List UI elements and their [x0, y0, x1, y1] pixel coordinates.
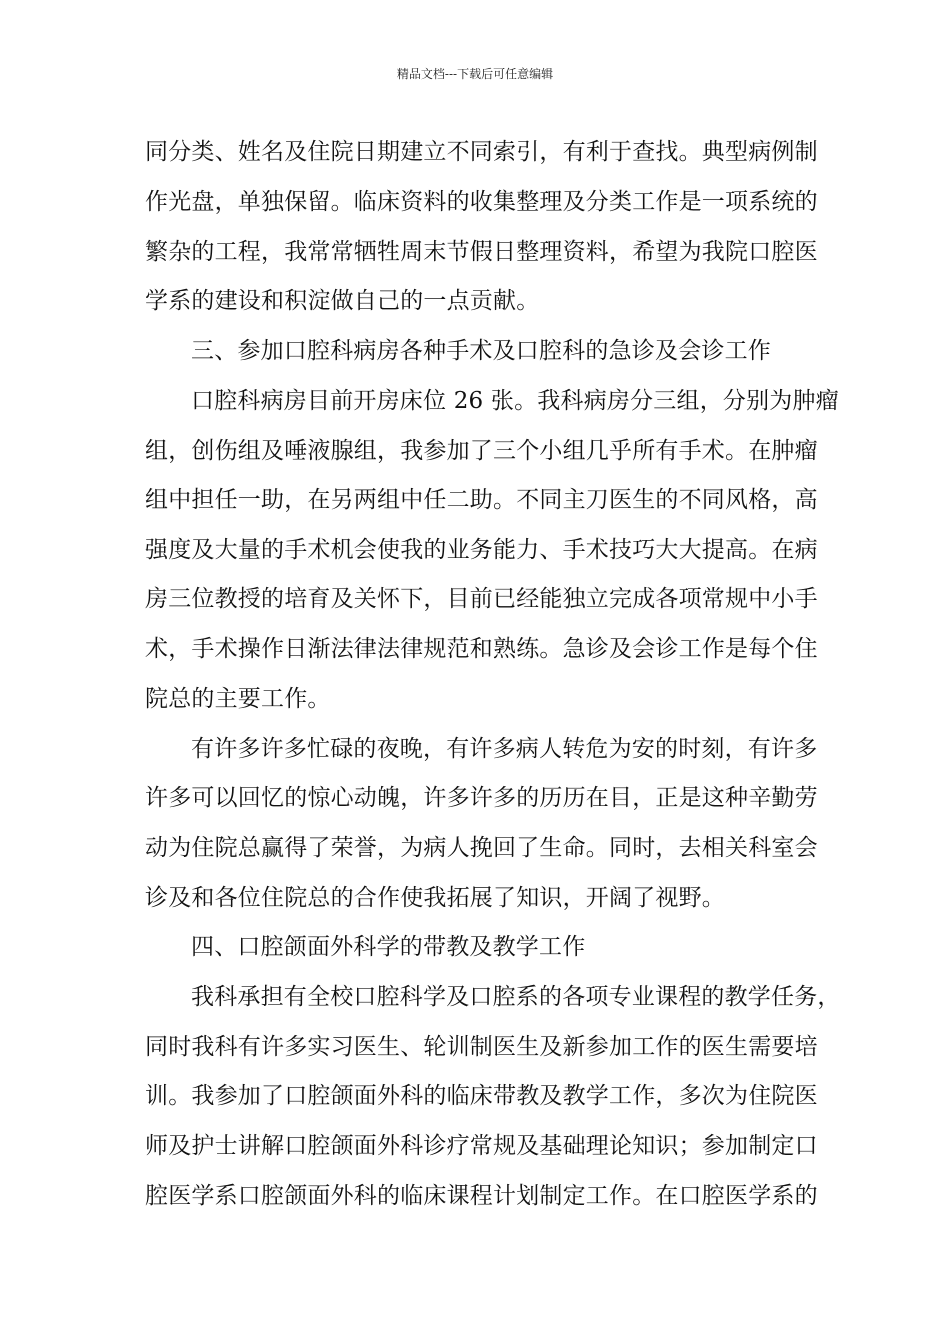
body-line: 口腔科病房目前开房床位 26 张。我科病房分三组，分别为肿瘤 — [191, 388, 839, 414]
body-line: 组，创伤组及唾液腺组，我参加了三个小组几乎所有手术。在肿瘤 — [145, 438, 818, 464]
section-heading: 三、参加口腔科病房各种手术及口腔科的急诊及会诊工作 — [191, 338, 771, 364]
body-line: 许多可以回忆的惊心动魄，许多许多的历历在目，正是这种辛勤劳 — [145, 785, 818, 811]
body-line: 作光盘，单独保留。临床资料的收集整理及分类工作是一项系统的 — [145, 189, 818, 215]
body-line: 腔医学系口腔颌面外科的临床课程计划制定工作。在口腔医学系的 — [145, 1183, 818, 1209]
body-line: 动为住院总赢得了荣誉，为病人挽回了生命。同时，去相关科室会 — [145, 835, 818, 861]
body-line: 房三位教授的培育及关怀下，目前已经能独立完成各项常规中小手 — [145, 586, 818, 612]
body-line: 诊及和各位住院总的合作使我拓展了知识，开阔了视野。 — [145, 885, 725, 911]
body-line: 同时我科有许多实习医生、轮训制医生及新参加工作的医生需要培 — [145, 1034, 818, 1060]
body-line: 术，手术操作日渐法律法律规范和熟练。急诊及会诊工作是每个住 — [145, 636, 818, 662]
page-header: 精品文档---下载后可任意编辑 — [396, 67, 554, 81]
body-line: 学系的建设和积淀做自己的一点贡献。 — [145, 288, 540, 314]
body-line: 同分类、姓名及住院日期建立不同索引，有利于查找。典型病例制 — [145, 139, 818, 165]
body-line: 院总的主要工作。 — [145, 686, 331, 712]
section-heading: 四、口腔颌面外科学的带教及教学工作 — [191, 934, 586, 960]
body-line: 师及护士讲解口腔颌面外科诊疗常规及基础理论知识；参加制定口 — [145, 1133, 818, 1159]
body-line: 训。我参加了口腔颌面外科的临床带教及教学工作，多次为住院医 — [145, 1083, 818, 1109]
body-line: 组中担任一助，在另两组中任二助。不同主刀医生的不同风格，高 — [145, 487, 818, 513]
body-line: 我科承担有全校口腔科学及口腔系的各项专业课程的教学任务， — [191, 984, 841, 1010]
body-line: 强度及大量的手术机会使我的业务能力、手术技巧大大提高。在病 — [145, 537, 818, 563]
body-line: 有许多许多忙碌的夜晚，有许多病人转危为安的时刻，有许多 — [191, 736, 818, 762]
body-line: 繁杂的工程，我常常牺牲周末节假日整理资料，希望为我院口腔医 — [145, 239, 818, 265]
